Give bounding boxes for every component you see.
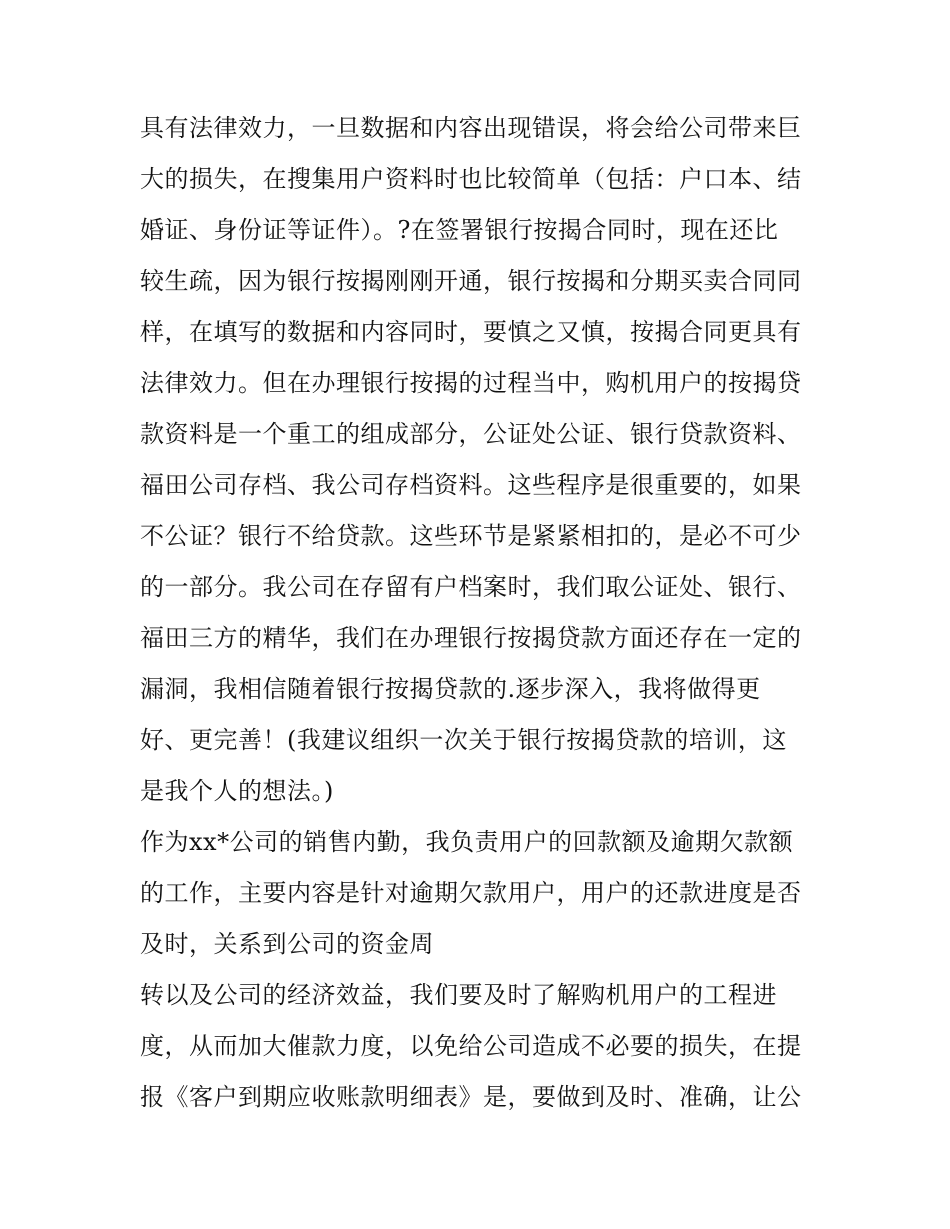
- text-line: 福田三方的精华，我们在办理银行按揭贷款方面还存在一定的: [140, 624, 802, 652]
- text-line: 漏洞，我相信随着银行按揭贷款的.逐步深入，我将做得更: [140, 675, 761, 703]
- text-line: 款资料是一个重工的组成部分，公证处公证、银行贷款资料、: [140, 420, 802, 448]
- text-line: 报《客户到期应收账款明细表》是，要做到及时、准确，让公: [140, 1083, 802, 1111]
- text-line: 样，在填写的数据和内容同时，要慎之又慎，按揭合同更具有: [140, 318, 802, 346]
- text-line: 较生疏，因为银行按揭刚刚开通，银行按揭和分期买卖合同同: [140, 267, 802, 295]
- text-line: 及时，关系到公司的资金周: [140, 930, 434, 958]
- text-line: 转以及公司的经济效益，我们要及时了解购机用户的工程进: [140, 981, 777, 1009]
- text-line: 的工作，主要内容是针对逾期欠款用户，用户的还款进度是否: [140, 879, 802, 907]
- text-line: 福田公司存档、我公司存档资料。这些程序是很重要的，如果: [140, 471, 802, 499]
- text-line: 法律效力。但在办理银行按揭的过程当中，购机用户的按揭贷: [140, 369, 802, 397]
- text-line: 大的损失，在搜集用户资料时也比较简单（包括：户口本、结: [140, 165, 802, 193]
- text-line: 度，从而加大催款力度，以免给公司造成不必要的损失，在提: [140, 1032, 802, 1060]
- text-line: 不公证？银行不给贷款。这些环节是紧紧相扣的，是必不可少: [140, 522, 802, 550]
- text-line: 具有法律效力，一旦数据和内容出现错误，将会给公司带来巨: [140, 114, 802, 142]
- text-line: 婚证、身份证等证件）。?在签署银行按揭合同时，现在还比: [140, 216, 779, 244]
- text-line: 好、更完善！(我建议组织一次关于银行按揭贷款的培训，这: [140, 726, 787, 754]
- text-line: 是我个人的想法。): [140, 777, 334, 805]
- text-line: 作为xx*公司的销售内勤，我负责用户的回款额及逾期欠款额: [140, 828, 794, 856]
- text-line: 的一部分。我公司在存留有户档案时，我们取公证处、银行、: [140, 573, 802, 601]
